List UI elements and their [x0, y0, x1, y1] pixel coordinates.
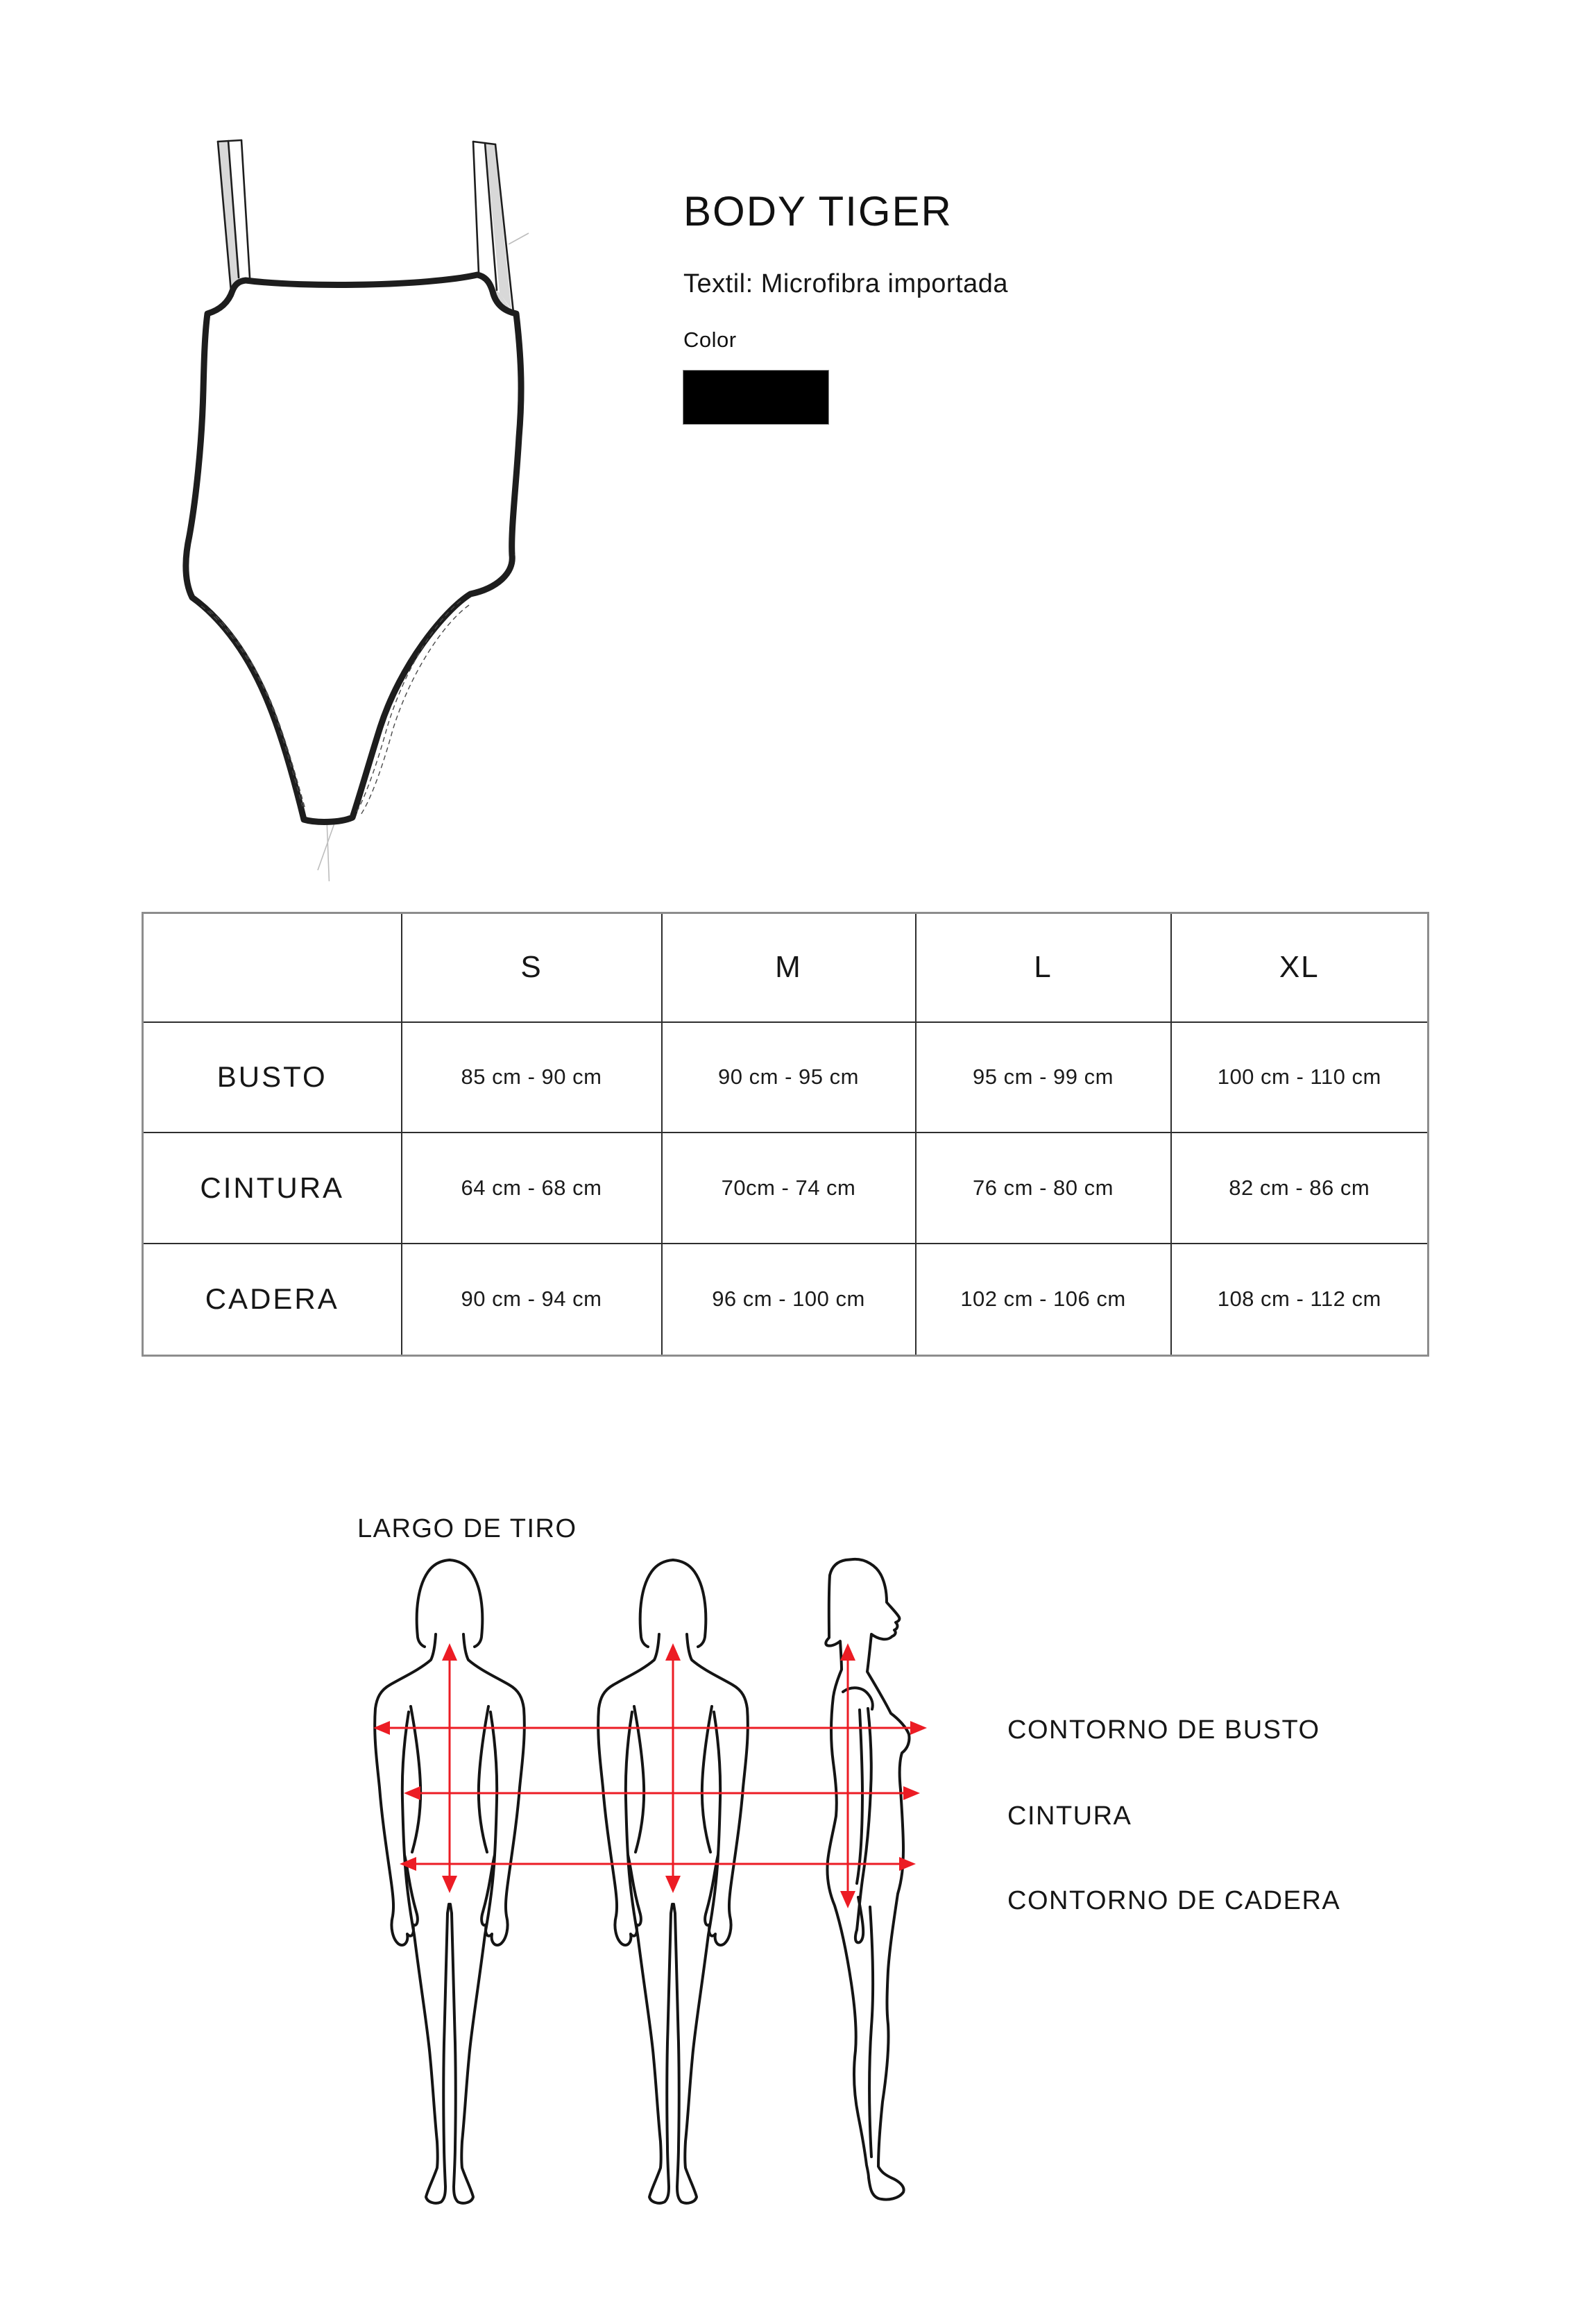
col-header-l: L — [916, 913, 1171, 1022]
row-label-busto: BUSTO — [143, 1022, 402, 1133]
table-row — [143, 1133, 1429, 1244]
cell-busto-s: 85 cm - 90 cm — [402, 1022, 662, 1133]
cell-cintura-s: 64 cm - 68 cm — [402, 1133, 662, 1244]
size-chart-table — [142, 912, 1429, 1357]
cell-busto-m: 90 cm - 95 cm — [662, 1022, 916, 1133]
row-label-cintura: CINTURA — [143, 1133, 402, 1244]
cell-cadera-l: 102 cm - 106 cm — [916, 1244, 1171, 1356]
corner-cell — [143, 913, 402, 1022]
table-row — [143, 1022, 1429, 1133]
textile-description: Textil: Microfibra importada — [683, 269, 1009, 298]
bodysuit-outline — [186, 275, 521, 822]
cell-cintura-l: 76 cm - 80 cm — [916, 1133, 1171, 1244]
contorno-de-cadera-label: CONTORNO DE CADERA — [1007, 1886, 1341, 1915]
cell-busto-xl: 100 cm - 110 cm — [1171, 1022, 1429, 1133]
page-title: BODY TIGER — [683, 188, 953, 235]
table-row — [143, 1244, 1429, 1356]
cell-cintura-xl: 82 cm - 86 cm — [1171, 1133, 1429, 1244]
cell-busto-l: 95 cm - 99 cm — [916, 1022, 1171, 1133]
cintura-label: CINTURA — [1007, 1801, 1132, 1831]
col-header-xl: XL — [1171, 913, 1429, 1022]
measurement-arrows — [373, 1643, 927, 1908]
contorno-de-busto-label: CONTORNO DE BUSTO — [1007, 1715, 1320, 1745]
color-label: Color — [683, 328, 737, 352]
cell-cadera-s: 90 cm - 94 cm — [402, 1244, 662, 1356]
largo-de-tiro-label: LARGO DE TIRO — [357, 1514, 577, 1543]
table-header-row — [143, 913, 1429, 1022]
cell-cadera-m: 96 cm - 100 cm — [662, 1244, 916, 1356]
col-header-m: M — [662, 913, 916, 1022]
bodysuit-illustration — [160, 104, 576, 881]
col-header-s: S — [402, 913, 662, 1022]
color-swatch-black — [683, 370, 829, 425]
cell-cintura-m: 70cm - 74 cm — [662, 1133, 916, 1244]
row-label-cadera: CADERA — [143, 1244, 402, 1356]
side-view-figure-illustration — [826, 1559, 909, 2200]
body-measurement-diagram — [305, 1485, 1068, 2290]
cell-cadera-xl: 108 cm - 112 cm — [1171, 1244, 1429, 1356]
